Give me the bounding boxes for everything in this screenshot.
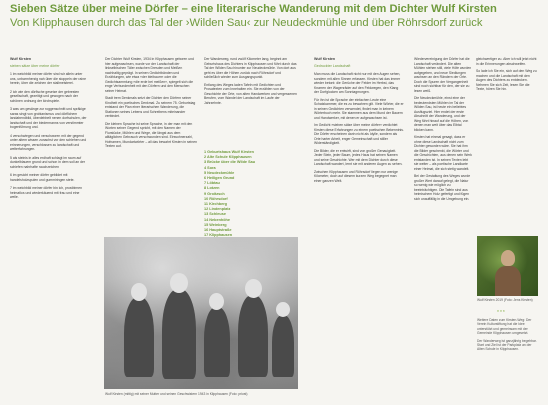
poem-stanza: 5 als steinis in alles erdhaft schlagt im raum auf dunkelblauem grund und schon in dem soll an der schiefen nahrhafte rauchzeichen	[10, 155, 86, 169]
article-paragraph: Kirsten hat einmal gesagt, dass er ohne diese Landschaft nicht zum Dichter geworden wäre. Sie hat ihm die Bilder geschenkt, die Wörter und die Geschichten, aus denen sein Werk entstanden ist. In seinen Texten lebt sie weiter – als poetische Landkarte einer Heimat, die sich stetig wandelt.	[414, 135, 472, 171]
poem-column	[10, 57, 88, 399]
article-paragraph: Bei der Gestaltung des Weges wurde großer Wert darauf gelegt, die Natur so wenig wie möglich zu beeinträchtigen. Die Tafeln sind aus heimischem Holz gefertigt und fügen sich unauffällig in die Umgebung ein.	[414, 174, 471, 201]
column-author: Wulf Kirsten	[314, 57, 336, 61]
station-item: 17 Klipphausen	[204, 233, 233, 238]
article-paragraph: Stadt trem Denkmals setzt der Dichter den Dörfern seiner Kindheit ein poetisches Denkmal. Zu seinem 75. Geburtstag entstand der Plan einer literarischen Wanderung, die Stationen seines Lebens und Schreibens miteinander verbindet.	[105, 96, 196, 118]
portrait-photo-caption: Wulf Kirsten 2019 (Foto: Jens Kirsten)	[477, 298, 533, 302]
article-paragraph: Für ihn ist die Sprache der einfachen Leute eine Schatzkammer, die es zu bewahren gilt. Viele Wörter, die er in seinen Gedichten verwendet, findet man in keinem Wörterbuch mehr. Sie stammen aus dem Mund der Bauern und Handwerker, mit denen er aufgewachsen ist.	[314, 97, 404, 120]
note-paragraph: Weitere Daten zum Kirsten-Weg: Der Verein Kulturstiftung hat die Idee unterstützt und gemeinsam mit der Gemeinde Klipphausen umgesetzt.	[477, 318, 532, 336]
article-paragraph: Der Dichter Wulf Kirsten, 1934 in Klipphausen geboren und hier aufgewachsen, wurde vor der Landschaft der linkselbischen Täler zwischen Dresden und Meißen nachhaltig geprägt. In seinen Gedichtbänden und Erzählungen, wie etwa »der bleibaum« oder die Gedichtsammlung »die erde bei meißen«, spiegelt sich die enge Verbundenheit mit den Dörfern und den Menschen seiner Heimat.	[105, 57, 194, 93]
poem-stanza: 6 im gesicht meiner dörfer gebildet mit handelsholzspulen und gummiringen stete.	[10, 173, 75, 182]
poem-author: Wulf Kirsten	[10, 57, 32, 61]
poem-stanza: 7 im weichbild meiner dörfer bin ich, prostbirnen heimatlos und wiederkäuend mit frau und eine weile.	[10, 186, 82, 199]
article-column-2	[105, 57, 198, 239]
note-paragraph: Der Wanderweg ist ganzjährig begehbar. Start und Ziel ist der Parkplatz an der Alten Schule in Klipphausen.	[477, 338, 537, 352]
article-paragraph: So lade ich Sie ein, sich auf den Weg zu machen und die Landschaft mit den Augen des Dichters zu entdecken. Nehmen Sie sich Zeit, lesen Sie die Texte, hören Sie hin.	[476, 69, 537, 91]
station-item: 8 Lotzen	[204, 186, 220, 191]
article-column-6	[476, 57, 538, 232]
station-item: 4 Sora	[204, 165, 216, 170]
poem-stanza: 1 im weichbild meiner dörfer sind wir allein unter uns, unbarmherzig nah über die stoppeln der raine herein, über die zeichen der stallmeisterei.	[10, 72, 86, 85]
station-item: 7 Löbtau	[204, 181, 220, 186]
station-item: 6 Heiligen Grund	[204, 176, 235, 181]
article-paragraph: Zwischen Klipphausen und Röhrsdorf liegen nur wenige Kilometer, doch auf diesem kurzen Weg begegnet man einer ganzen Welt.	[314, 169, 398, 183]
station-list	[204, 150, 299, 238]
station-item: 11 Kirchberg	[204, 202, 228, 207]
article-column-5	[414, 57, 472, 397]
column-subhead: Gedruckter Landschaft	[314, 63, 351, 68]
article-paragraph: Im Gedicht »sieben sätze über meine dörfer« verdichtet Kirsten diese Erfahrungen zu einem poetischen Bekenntnis. Die Dörfer erscheinen darin nicht als Idylle, sondern als Orte harter Arbeit, enger Gemeinschaft und stiller Widerständigkeit.	[314, 123, 404, 145]
page-title: Sieben Sätze über meine Dörfer – eine literarische Wanderung mit dem Dichter Wulf Kirsten	[10, 3, 497, 15]
article-paragraph: Die kleinen Sprache ist seine Sprache, in der man mit den Worten seiner Gegend spricht, mit den Namen der Flurstücke, Mühlen und Wege, die längst aus dem alltäglichen Gebrauch verschwunden sind. Einwohnerzahl, Hofnamen, Mundartwörter – all das bewahrt Kirsten in seinen Texten auf.	[105, 121, 197, 148]
family-photo	[104, 237, 298, 389]
info-note	[477, 318, 539, 355]
station-item: 9 Groitzsch	[204, 191, 225, 196]
poem-stanza: 2 ich wie den dörfische gesetze der gebresten gesellschaft, gezeitigt und gewogen nach der schönen ordnung der kirchspiele.	[10, 89, 80, 103]
station-item: 5 Neudeckmühle	[204, 170, 235, 175]
station-item: 10 Röhrsdorf	[204, 196, 228, 201]
separator-stars: ***	[497, 310, 506, 316]
station-item: 13 Schleuse	[204, 212, 226, 217]
family-photo-caption: Wulf Kirsten (mittig) mit seiner Mutter und seinen Geschwistern 1943 in Klipphausen (Foto: privat)	[105, 392, 248, 396]
station-item: 16 Hauptstraße	[204, 228, 232, 233]
station-item: 1 Geburtshaus Wulf Kirsten	[204, 150, 254, 154]
article-paragraph: Der Wanderweg, rund zwölf Kilometer lang, beginnt am Geburtshaus des Dichters in Klipphausen und führt durch das Tal der Wilden Sau hinunter zur Neudeckmühle. Von dort aus geht es über die Höhen zurück nach Röhrsdorf und schließlich wieder zum Ausgangspunkt.	[204, 57, 297, 79]
article-paragraph: Wiedervereinigung der Dörfer hat die Landschaft verändert. Die alten Mühlen stehen still, viele Höfe wurden aufgegeben, und neue Siedlungen wachsen an den Rändern der Orte. Doch die Spuren der Vergangenheit sind noch sichtbar für den, der sie zu lesen weiß.	[414, 57, 472, 93]
poem-title: sieben sätze über meine dörfer	[10, 63, 60, 68]
article-paragraph: Die Bilder, die er entwirft, sind von großer Genauigkeit. Jeder Stein, jeder Baum, jedes Haus hat seinen Namen und seine Geschichte. Wer mit dem Dichter durch diese Landschaft wandert, lernt sie mit anderen Augen zu sehen.	[314, 148, 403, 166]
page-subtitle: Von Klipphausen durch das Tal der ›Wilden Sau‹ zur Neudeckmühle und über Röhrsdorf zurück	[10, 17, 483, 29]
poem-stanza: 3 was um gesänge zur roggenschnitt und spräkige saras singt von grobianismus und dörflichem landabendbild, überdebbelt nenen dorfschulen, der landschaft und der biedermanns von verstimmter bogenführung und.	[10, 107, 87, 129]
station-item: 14 Nebenhöhe	[204, 217, 230, 222]
poem-stanza: 4 verschwiegen und verschworen mit der gegend unter altem wissen zunachst vor den schlehen und erinnerungen, verschlossen zu landschaft und welterfahrungen.	[10, 133, 87, 151]
station-item: 12 Lindenplatz	[204, 207, 231, 212]
article-column-4	[314, 57, 404, 397]
article-paragraph: Entlang des Weges laden Tafeln mit Gedichten und Prosatexten zum Innehalten ein. Sie erzählen von der Geschichte der Orte, von alten Handwerken und vergessenen Berufen, vom Wandel der Landschaft im Laufe der Jahrzehnte.	[204, 82, 297, 105]
article-paragraph: Die Neudeckmühle, einst eine der bedeutendsten Mühlen im Tal der Wilden Sau, ist heute ein beliebtes Ausflugsziel. Hier endet der erste Abschnitt der Wanderung, und der Weg führt hinauf auf die Höhen, von denen man weit über das Elbtal blicken kann.	[414, 96, 469, 132]
station-item: 15 Weinberg	[204, 222, 227, 227]
station-item: 2 Alte Schule Klipphausen	[204, 155, 252, 160]
station-item: 3 Brücke über die Wilde Sau	[204, 160, 256, 165]
portrait-photo	[477, 236, 538, 296]
article-column-3	[204, 57, 297, 147]
article-paragraph: Man muss die Landschaft nicht nur mit den Augen sehen, sondern mit allen Sinnen erfassen. Kirsten hat das immer wieder betont: die Gerüche der Felder im Herbst, das Knarren der Wagenräder auf den Feldwegen, den Klang der Dorfglocken am Sonntagmorgen.	[314, 72, 401, 94]
article-paragraph: gleichwertiger zu. Aber ich will jetzt nicht in die Erinnerungen abschweifen.	[476, 57, 537, 66]
